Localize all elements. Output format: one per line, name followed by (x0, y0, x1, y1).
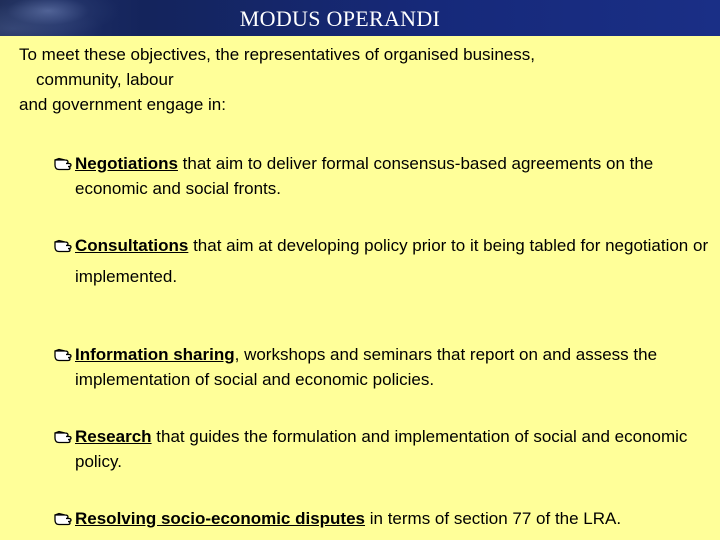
bullet-information-sharing (54, 342, 714, 392)
bullet-text: that aim at developing policy prior to it being tabled for negotiation or (188, 236, 709, 255)
intro-line-3: and government engage in: (19, 95, 226, 114)
pointing-hand-icon (54, 152, 72, 174)
pointing-hand-icon (54, 507, 72, 529)
intro-paragraph (19, 42, 709, 117)
intro-line-1: To meet these objectives, the representatives of organised business, (19, 45, 535, 64)
bullet-term: Consultations (75, 236, 189, 255)
bullet-resolving-disputes (54, 506, 714, 531)
bullet-text: that aim to deliver formal consensus-based agreements on the economic and social fronts. (75, 154, 654, 198)
bullet-term: Negotiations (75, 154, 178, 173)
bullet-text: that guides the formulation and implementation of social and economic policy. (75, 427, 688, 471)
bullet-negotiations (54, 151, 714, 201)
pointing-hand-icon (54, 425, 72, 447)
slide-title: MODUS OPERANDI (239, 6, 441, 31)
bullet-research (54, 424, 714, 474)
bullet-consultations (54, 233, 714, 289)
bullet-term: Resolving socio-economic disputes (75, 509, 366, 528)
bullet-text: , workshops and seminars that report on and assess the implementation of social and economic policies. (75, 345, 658, 389)
intro-line-2: community, labour (36, 70, 174, 89)
title-bar (0, 0, 720, 36)
pointing-hand-icon (54, 343, 72, 365)
bullet-text: in terms of section 77 of the LRA. (365, 509, 622, 528)
bullet-text-continued: implemented. (75, 267, 178, 286)
bullet-term: Information sharing (75, 345, 235, 364)
bullet-term: Research (75, 427, 152, 446)
pointing-hand-icon (54, 234, 72, 256)
